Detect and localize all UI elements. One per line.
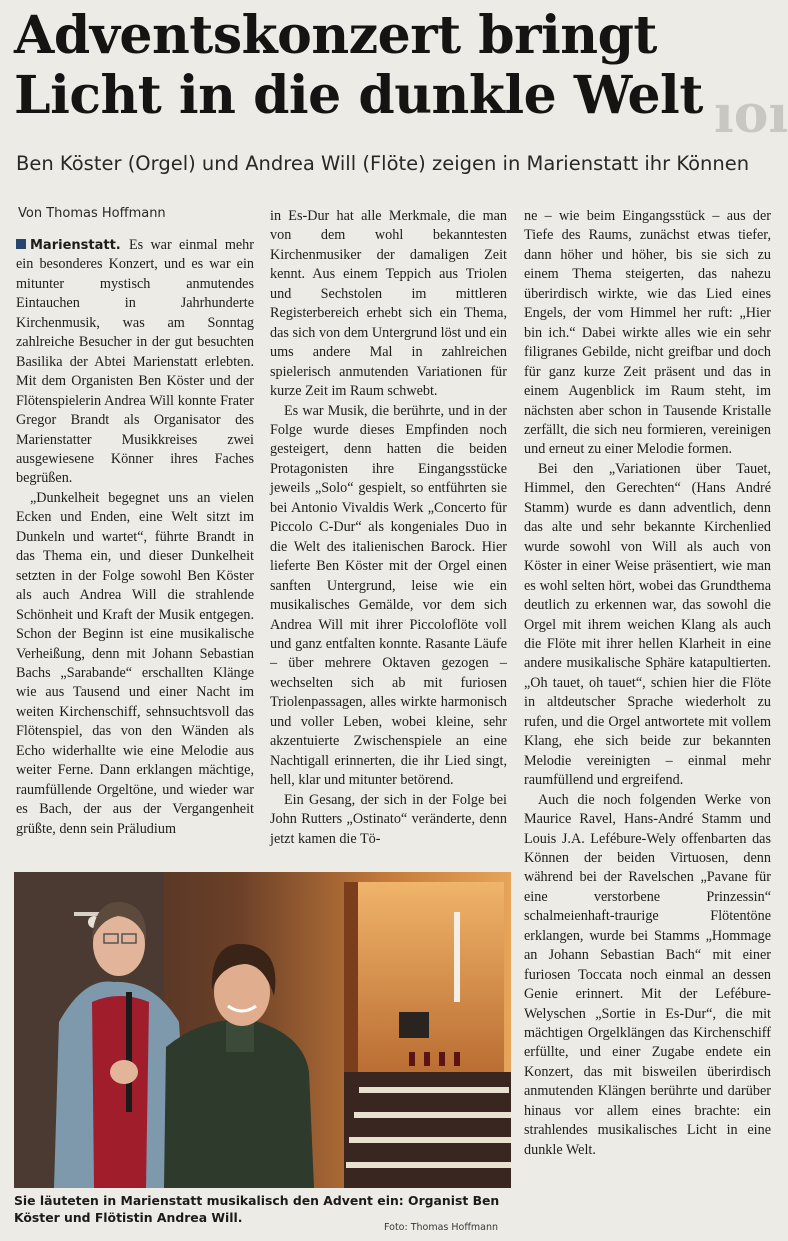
article-paragraph: Auch die noch folgenden Werke von Maurice Ravel, Hans-André Stamm und Louis J.A. Lefébure-Wely offenbarten das Können der beiden Virtuosen, denn während bei der Ravelschen „Pavane für eine verstorbene Prinzessin“ schalmeienhaft-traurige Flötentöne erklangen, wurde bei Stamms „Hommage an Johann Sebastian Bach“ mit einer furiosen Toccata noch einmal an dessen Genie erinnert. Mit der Lefébure-Welyschen „Sortie in Es-Dur“, die mit mächtigen Orgelklängen das Kirchenschiff erfüllte, und einer Zugabe endete ein Konzert, das mit bisweilen überirdisch anmutenden Klängen berührte und darüber hinaus vor allem eines brachte: ein strahlendes musikalisches Licht in eine dunkle Welt. (524, 791, 771, 1158)
photo-caption: Sie läuteten in Marienstatt musikalisch den Advent ein: Organist Ben Köster und Flötistin Andrea Will. (14, 1193, 500, 1225)
article-paragraph: ne – wie beim Eingangsstück – aus der Tiefe des Raums, zunächst etwas tiefer, dann höher und höher, bis sie sich zu einem Thema steigerten, das nahezu überirdisch wirkte, wie das Lied eines Engels, der vom Himmel her ruft: „Hier bin ich.“ Dabei wirkte alles wie ein sehr filigranes Gebilde, nicht greifbar und doch für ganz kurze Zeit präsent und das in einem Augenblick im Raum steht, im nächsten aber schon in Tausende Kristalle zerfällt, die sich neu formieren, vereinigen und erneut zu einer Melodie formen. (524, 208, 771, 458)
location-marker-icon (16, 239, 26, 249)
adjacent-page-fragment: ıoı (714, 84, 788, 145)
article-column-1 (16, 236, 254, 862)
headline-line-2: Licht in die dunkle Welt (14, 65, 703, 126)
article-paragraph: Marienstatt. Es war einmal mehr ein besonderes Konzert, und es war ein mitunter mystisch anmutendes Eintauchen in Jahrhunderte Kirchenmusik, was am Sonntag zahlreiche Besucher in der gut besuchten Basilika der Abtei Marienstatt erlebten. Mit dem Organisten Ben Köster und der Flötenspielerin Andrea Will konnte Frater Gregor Brandt als Organisator des Marienstatter Musikkreises zwei ausgewiesene Könner ihres Faches begrüßen. (16, 237, 254, 487)
article-paragraph: Es war Musik, die berührte, und in der Folge wurde dieses Empfinden noch gesteigert, denn hatten die beiden Protagonisten ihre Eingangsstücke jeweils „Solo“ gespielt, so entführten sie bei Antonio Vivaldis Werk „Concerto für Piccolo C-Dur“ als kongeniales Duo in die Welt des italienischen Barock. Hier lieferte Ben Köster mit der Orgel einen sanften Untergrund, leise wie ein musikalisches Gemälde, vor dem sich Andrea Will mit ihrer Piccoloflöte voll und ganz entfalten konnte. Rasante Läufe – über mehrere Oktaven gezogen – wechselten sich ab mit furiosen Triolenpassagen, alles wirkte harmonisch und voller Leben, wobei kleine, sehr akzentuierte Zwischenspiele an eine Nachtigall erinnerten, die ihr Lied singt, hell, klar und mitunter betörend. (270, 402, 507, 789)
byline: Von Thomas Hoffmann (18, 206, 166, 221)
headline-line-1: Adventskonzert bringt (14, 5, 657, 66)
headline (14, 6, 714, 126)
photo-illustration (14, 872, 511, 1188)
article-paragraph: Bei den „Variationen über Tauet, Himmel, den Gerechten“ (Hans André Stamm) wurde es dann adventlich, denn das alte und sehr bekannte Kirchenlied wurde sowohl von Will als auch von Köster in einer Weise präsentiert, wie man es wohl selten hört, wobei das Grundthema deutlich zu erkennen war, das sowohl die Orgel mit ihrem weichen Klang als auch die Flöte mit ihrer hellen Klarheit in eine andere musikalische Sphäre katapultierten. „Oh tauet, oh tauet“, schien hier die Flöte in altdeutscher Sprache wiederholt zu rufen, und die Orgel antwortete mit vollem Klang, ehe sich beide zur bekannten Melodie vereinigten – einmal mehr raumfüllend und ergreifend. (524, 460, 771, 789)
article-column-3 (524, 207, 771, 1237)
concert-photo (14, 872, 511, 1188)
dateline-location: Marienstatt. (30, 238, 129, 253)
photo-credit: Foto: Thomas Hoffmann (384, 1222, 498, 1233)
article-column-2 (270, 207, 507, 862)
article-paragraph: „Dunkelheit begegnet uns an vielen Ecken und Enden, eine Welt sitzt im Dunkeln und wartet“, führte Brandt in das Thema ein, und dieser Dunkelheit setzten in der Folge sowohl Ben Köster als auch Andrea Will die strahlende Schönheit und Kraft der Musik entgegen. Schon der Beginn ist eine musikalische Verheißung, denn mit Johann Sebastian Bachs „Sarabande“ erschallten Klänge wie aus Tausend und einer Nacht im weiten Kirchenschiff, sehnsuchtsvoll das Flötenspiel, das von den Wänden als Echo widerhallte wie eine Melodie aus weiter Ferne. Dann erklangen mächtige, raumfüllende Orgeltöne, und wieder war es Bach, der aus der Vergangenheit grüßte, denn sein Präludium (16, 489, 254, 837)
article-paragraph: Ein Gesang, der sich in der Folge bei John Rutters „Ostinato“ veränderte, denn jetzt kamen die Tö- (270, 791, 507, 847)
article-paragraph: in Es-Dur hat alle Merkmale, die man von dem wohl bekanntesten Kirchenmusiker der damaligen Zeit kennt. Aus einem Teppich aus Triolen und Sechstolen im mittleren Registerbereich erhebt sich ein Thema, das sich von dem Untergrund löst und ein ums andere Mal in zahlreichen spielerisch anmutenden Variationen für kurze Zeit im Raum schwebt. (270, 208, 507, 400)
subheadline: Ben Köster (Orgel) und Andrea Will (Flöte) zeigen in Marienstatt ihr Können (16, 152, 750, 175)
